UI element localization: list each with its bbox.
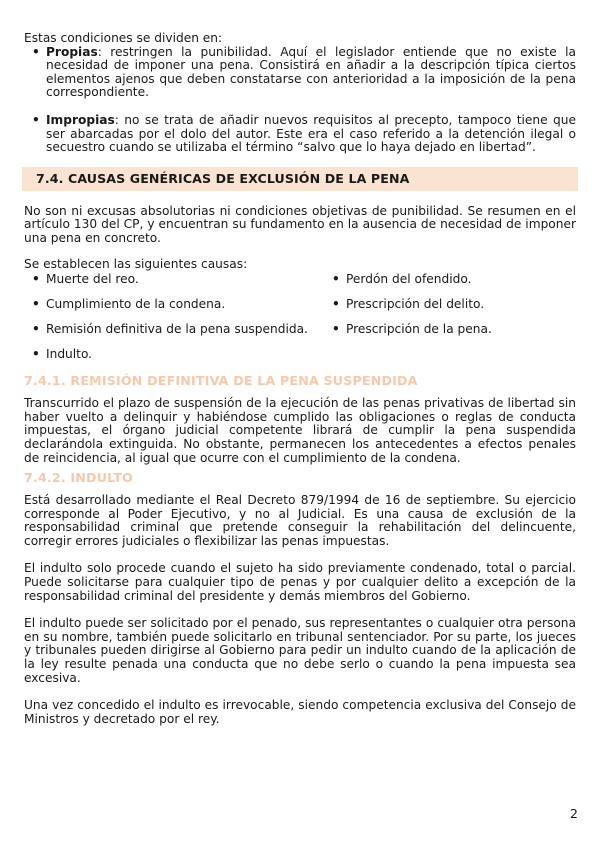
subsection-title: 7.4.2. INDULTO (24, 470, 133, 486)
section-paragraph: No son ni excusas absolutorias ni condiciones objetivas de punibilidad. Se resumen en el artículo 130 del CP, y encuentran su fundamento en la ausencia de necesidad de imponer una pena en concreto. (24, 203, 576, 245)
condition-item (46, 46, 576, 100)
document-page (24, 32, 576, 726)
condition-term: Impropias (46, 112, 115, 127)
cause-item: • Remisión definitiva de la pena suspendida. (24, 321, 324, 346)
causes-intro: Se establecen las siguientes causas: (24, 256, 248, 271)
cause-item: • Perdón del ofendido. (324, 271, 576, 296)
indulto-paragraph: Una vez concedido el indulto es irrevocable, siendo competencia exclusiva del Consejo de Ministros y decretado por el rey. (24, 698, 576, 726)
cause-item: • Muerte del reo. (24, 271, 324, 296)
subsection-title: 7.4.1. REMISIÓN DEFINITIVA DE LA PENA SUSPENDIDA (24, 373, 418, 389)
indulto-paragraph: El indulto solo procede cuando el sujeto ha sido previamente condenado, total o parcial. Puede solicitarse para cualquier tipo de penas y por cualquier delito a excepción de la responsabilidad criminal del presidente y demás miembros del Gobierno. (24, 561, 576, 603)
cause-item: • Cumplimiento de la condena. (24, 296, 324, 321)
causes-list (24, 271, 576, 371)
conditions-list (24, 46, 576, 155)
cause-item: • Prescripción del delito. (324, 296, 576, 321)
condition-text: : restringen la punibilidad. Aquí el legislador entiende que no existe la necesidad de imponer una pena. Consistirá en añadir a la descripción típica ciertos elementos ajenos que deben constatarse con anterioridad a la imposición de la pena correspondiente. (46, 44, 576, 100)
condition-item (46, 114, 576, 155)
condition-term: Propias (46, 44, 98, 59)
cause-item: • Prescripción de la pena. (324, 321, 576, 346)
indulto-paragraph: Está desarrollado mediante el Real Decreto 879/1994 de 16 de septiembre. Su ejercicio corresponde al Poder Ejecutivo, y no al Judicial. Es una causa de exclusión de la responsabilidad criminal que pretende conseguir la rehabilitación del delincuente, corregir errores judiciales o flexibilizar las penas impuestas. (24, 493, 576, 548)
intro-text: Estas condiciones se dividen en: (24, 31, 223, 45)
section-header (22, 167, 578, 191)
cause-item: • Indulto. (24, 346, 324, 371)
page-number: 2 (570, 806, 578, 821)
section-title: 7.4. CAUSAS GENÉRICAS DE EXCLUSIÓN DE LA PENA (36, 171, 410, 187)
subsection-paragraph: Transcurrido el plazo de suspensión de la ejecución de las penas privativas de libertad sin haber vuelto a delinquir y habiéndose cumplido las obligaciones o reglas de conducta impuestas, el órgano judicial competente librará de cumplir la pena suspendida declarándola extinguida. No obstante, permanecen los antecedentes a efectos penales de reincidencia, al igual que ocurre con el cumplimiento de la condena. (24, 396, 576, 465)
condition-text: : no se trata de añadir nuevos requisitos al precepto, tampoco tiene que ser abarcadas por el dolo del autor. Este era el caso referido a la detención ilegal o secuestro cuando se utilizaba el término “salvo que lo haya dejado en libertad”. (46, 112, 576, 155)
indulto-paragraph: El indulto puede ser solicitado por el penado, sus representantes o cualquier otra persona en su nombre, también puede solicitarlo en tribunal sentenciador. Por su parte, los jueces y tribunales pueden dirigirse al Gobierno para pedir un indulto cuando de la aplicación de la ley resulte penada una conducta que no debe serlo o cuando la pena impuesta sea excesiva. (24, 616, 576, 685)
